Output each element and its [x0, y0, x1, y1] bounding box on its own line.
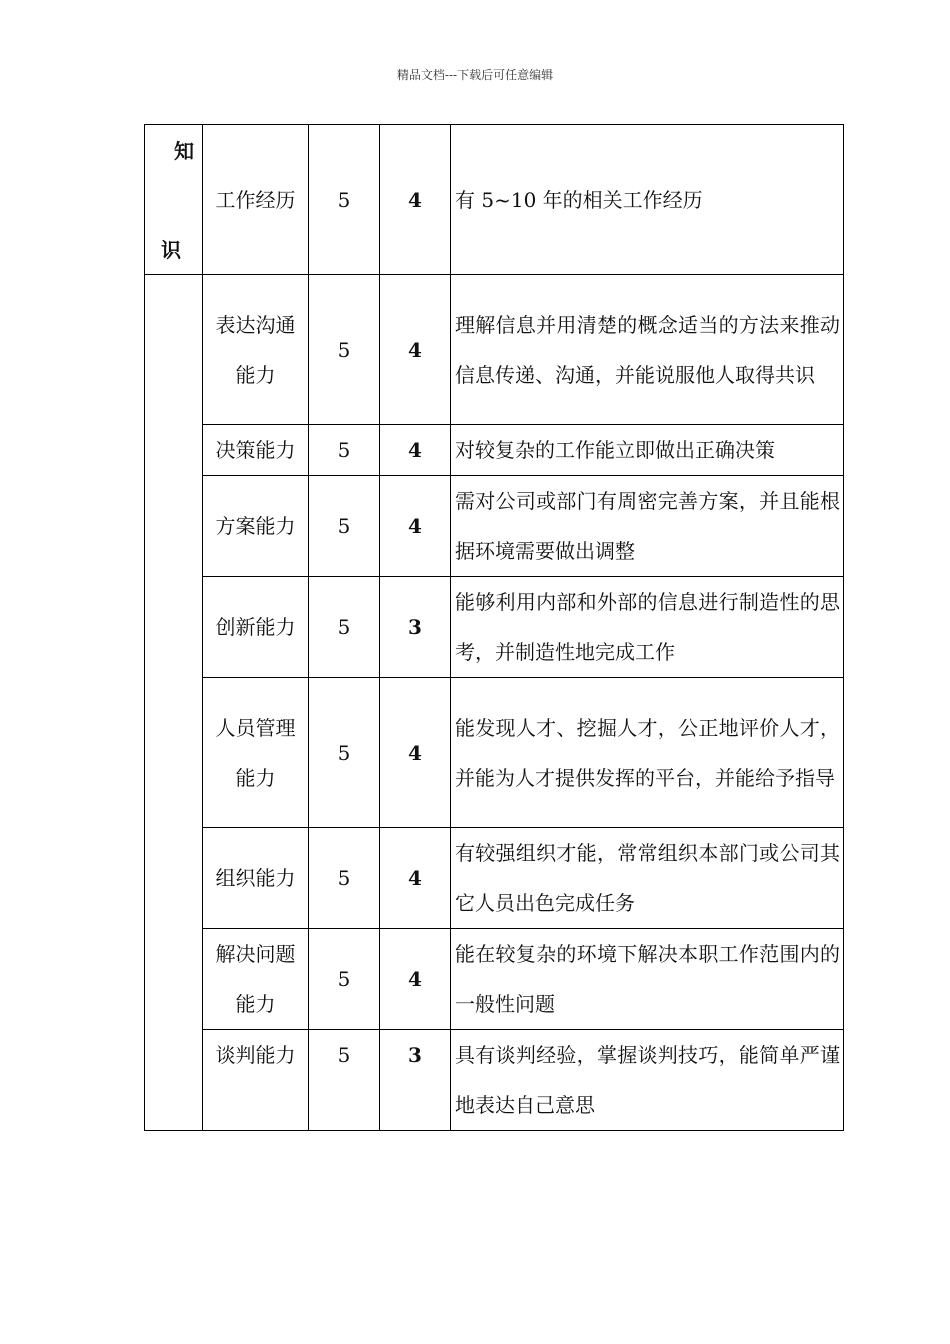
category-char: 识	[161, 238, 181, 262]
item-description: 能发现人才、挖掘人才，公正地评价人才，并能为人才提供发挥的平台，并能给予指导	[451, 678, 844, 828]
item-name: 方案能力	[203, 476, 309, 577]
table-row	[145, 577, 844, 678]
item-description: 有较强组织才能，常常组织本部门或公司其它人员出色完成任务	[451, 828, 844, 929]
max-score: 5	[309, 1030, 380, 1131]
competency-table	[144, 124, 844, 1131]
score: 4	[380, 476, 451, 577]
category-ability-cell	[145, 275, 203, 1131]
score: 3	[380, 577, 451, 678]
item-description: 需对公司或部门有周密完善方案，并且能根据环境需要做出调整	[451, 476, 844, 577]
item-description: 能在较复杂的环境下解决本职工作范围内的一般性问题	[451, 929, 844, 1030]
score: 3	[380, 1030, 451, 1131]
item-name: 表达沟通 能力	[203, 275, 309, 425]
table-row	[145, 1030, 844, 1131]
item-name: 谈判能力	[203, 1030, 309, 1131]
category-knowledge-cell	[145, 125, 203, 275]
page-header: 精品文档---下载后可任意编辑	[396, 68, 554, 82]
item-description: 能够利用内部和外部的信息进行制造性的思考，并制造性地完成工作	[451, 577, 844, 678]
max-score: 5	[309, 476, 380, 577]
item-name: 决策能力	[203, 425, 309, 476]
table-row	[145, 125, 844, 275]
max-score: 5	[309, 275, 380, 425]
score: 4	[380, 678, 451, 828]
table-row	[145, 929, 844, 1030]
max-score: 5	[309, 678, 380, 828]
table-row	[145, 476, 844, 577]
item-name: 创新能力	[203, 577, 309, 678]
max-score: 5	[309, 828, 380, 929]
item-name: 组织能力	[203, 828, 309, 929]
item-name: 人员管理 能力	[203, 678, 309, 828]
score: 4	[380, 828, 451, 929]
score: 4	[380, 125, 451, 275]
item-description: 有 5~10 年的相关工作经历	[451, 125, 844, 275]
score: 4	[380, 425, 451, 476]
score: 4	[380, 929, 451, 1030]
table-row	[145, 275, 844, 425]
table-row	[145, 678, 844, 828]
table-row	[145, 425, 844, 476]
max-score: 5	[309, 425, 380, 476]
item-description: 理解信息并用清楚的概念适当的方法来推动信息传递、沟通，并能说服他人取得共识	[451, 275, 844, 425]
category-char: 知	[174, 139, 194, 163]
max-score: 5	[309, 577, 380, 678]
score: 4	[380, 275, 451, 425]
max-score: 5	[309, 929, 380, 1030]
item-description: 对较复杂的工作能立即做出正确决策	[451, 425, 844, 476]
item-description: 具有谈判经验，掌握谈判技巧，能简单严谨地表达自己意思	[451, 1030, 844, 1131]
item-name: 解决问题 能力	[203, 929, 309, 1030]
max-score: 5	[309, 125, 380, 275]
item-name: 工作经历	[203, 125, 309, 275]
table-row	[145, 828, 844, 929]
